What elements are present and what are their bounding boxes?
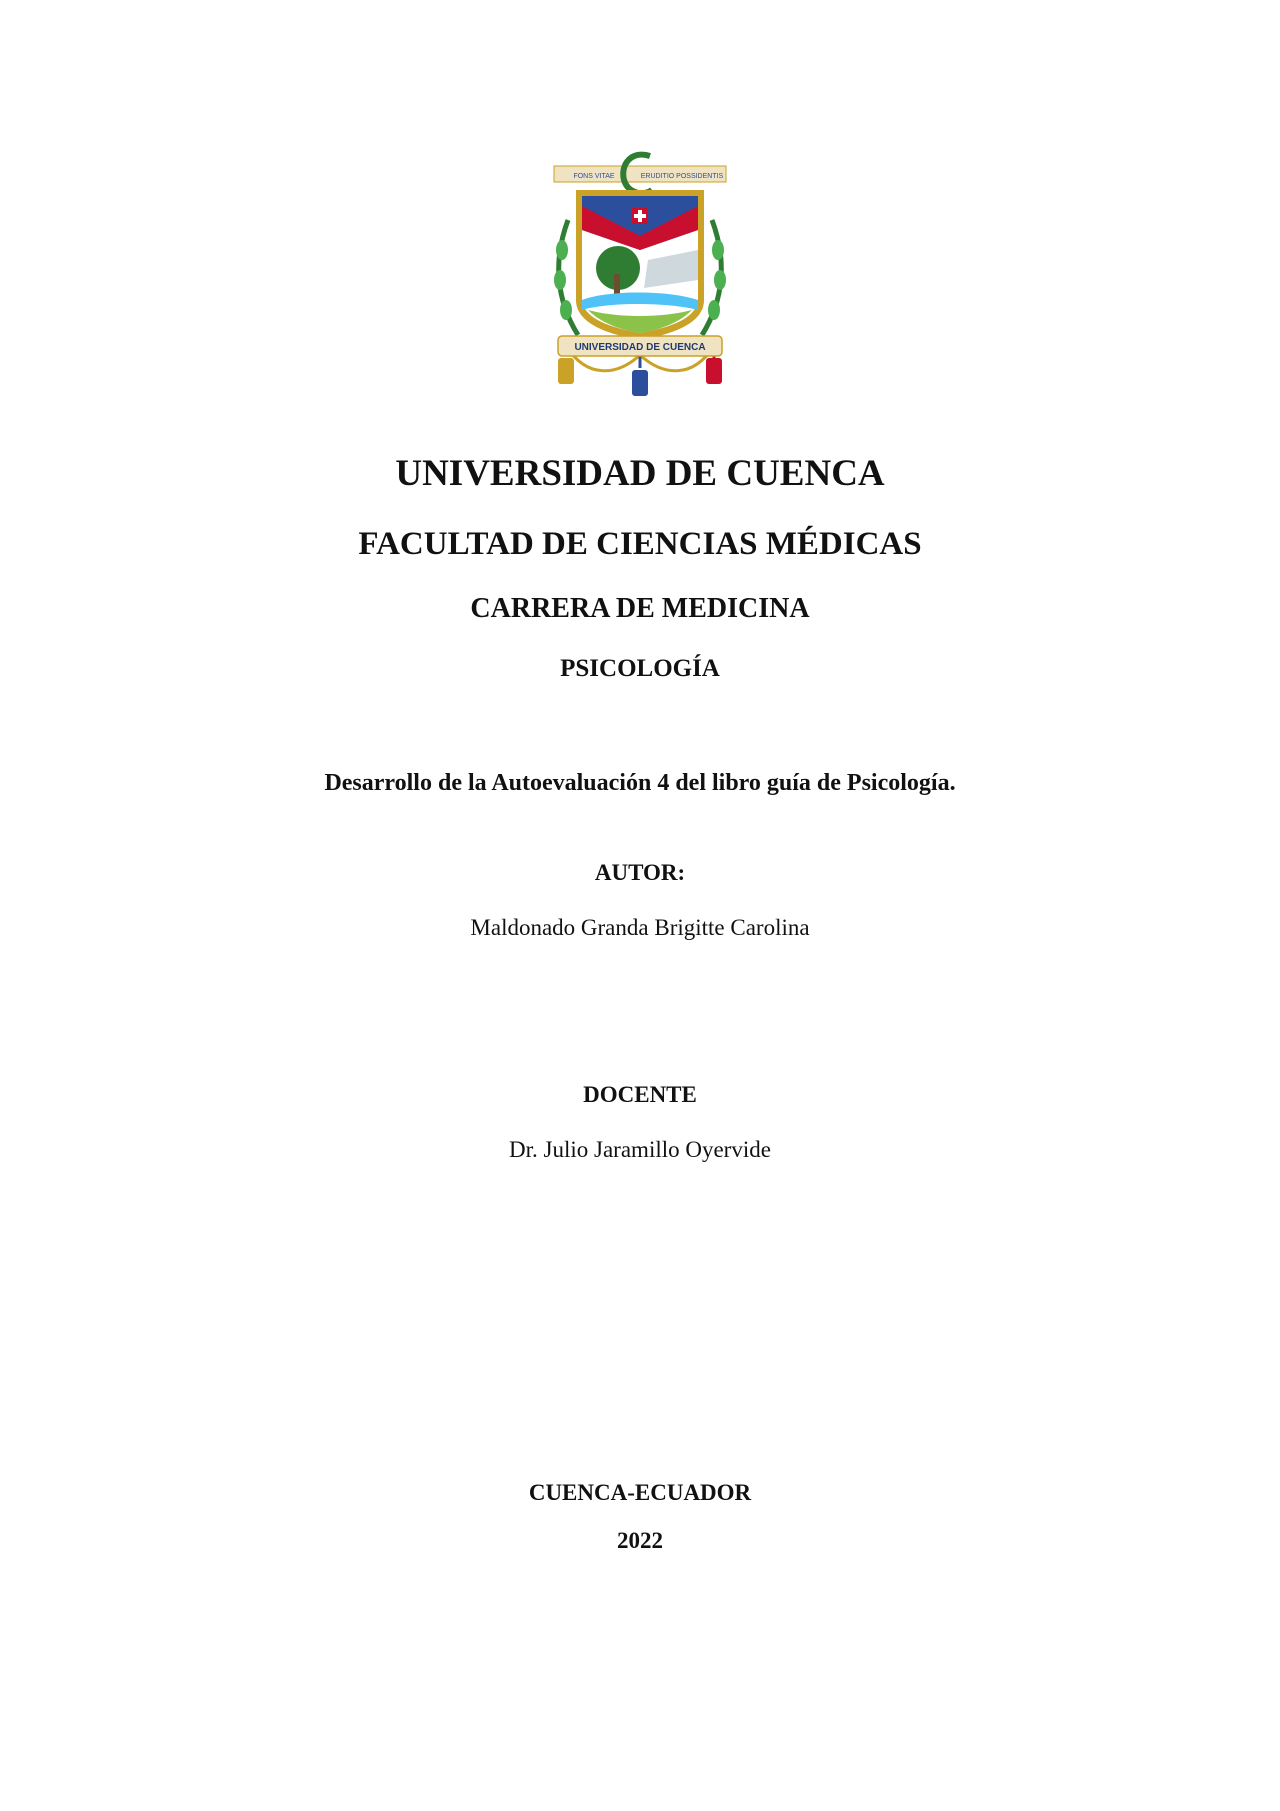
motto-right: ERUDITIO POSSIDENTIS [640, 173, 724, 180]
subject-title: PSICOLOGÍA [560, 655, 720, 682]
university-crest-logo [548, 150, 732, 400]
author-name: Maldonado Granda Brigitte Carolina [470, 915, 810, 940]
teacher-label: DOCENTE [583, 1082, 697, 1107]
place-text: CUENCA-ECUADOR [528, 1480, 752, 1505]
ribbon-text: UNIVERSIDAD DE CUENCA [574, 342, 706, 353]
faculty-title: FACULTAD DE CIENCIAS MÉDICAS [358, 526, 922, 562]
motto-left: FONS VITAE [573, 173, 615, 180]
university-title: UNIVERSIDAD DE CUENCA [395, 453, 885, 494]
year-text: 2022 [617, 1528, 663, 1553]
career-title: CARRERA DE MEDICINA [470, 593, 810, 624]
author-label: AUTOR: [594, 860, 686, 885]
shield-icon [576, 190, 704, 340]
teacher-name: Dr. Julio Jaramillo Oyervide [509, 1137, 771, 1162]
document-title: Desarrollo de la Autoevaluación 4 del libro guía de Psicología. [324, 770, 956, 796]
